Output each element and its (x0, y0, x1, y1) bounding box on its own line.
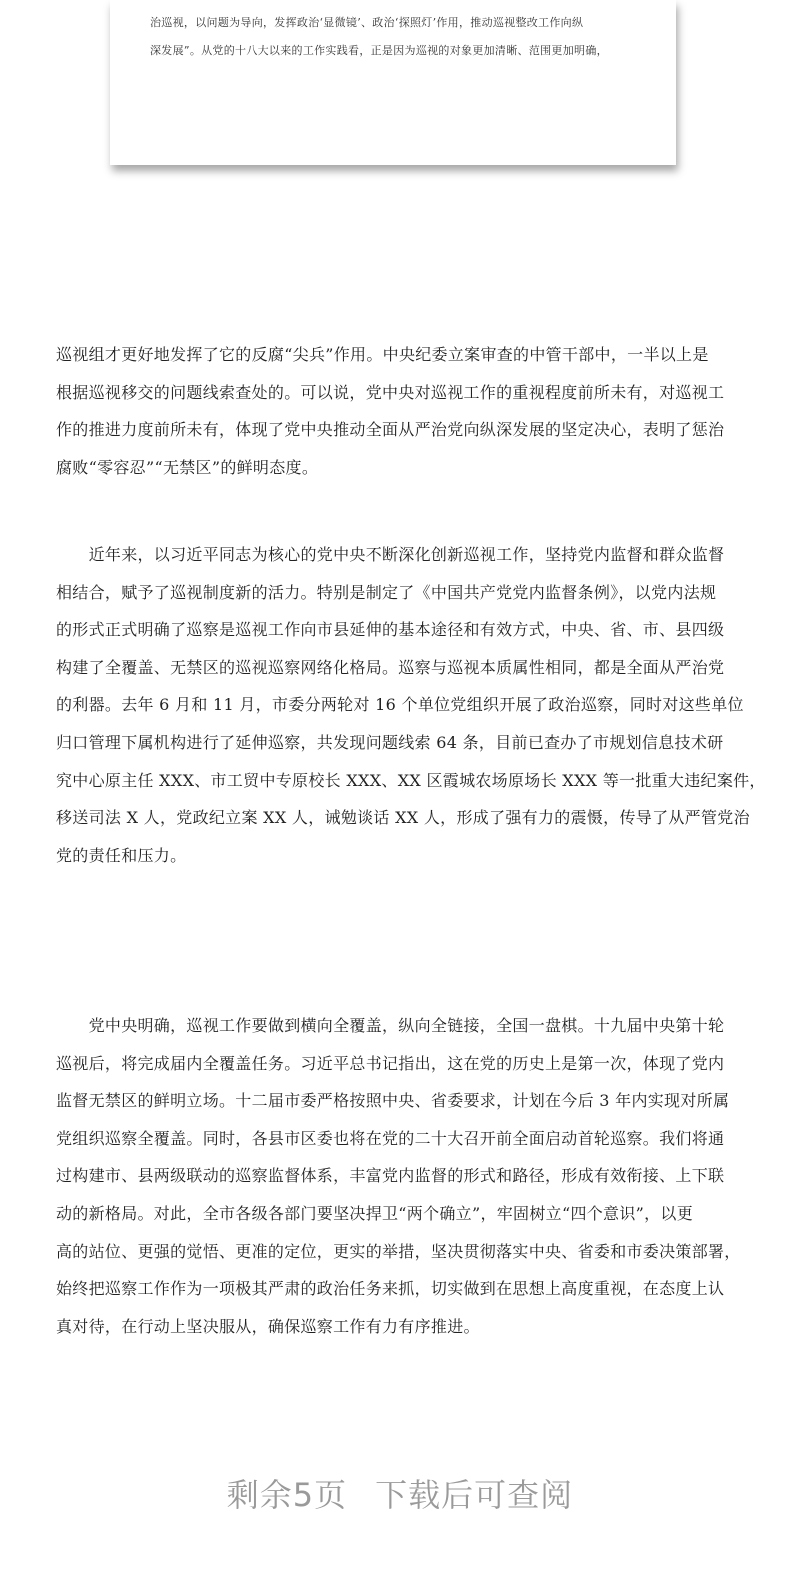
paragraph-line: 构建了全覆盖、无禁区的巡视巡察网络化格局。巡察与巡视本质属性相同，都是全面从严治党 (56, 657, 725, 677)
paragraph-line: 始终把巡察工作作为一项极其严肃的政治任务来抓，切实做到在思想上高度重视，在态度上认 (56, 1279, 725, 1299)
paragraph-line: 近年来，以习近平同志为核心的党中央不断深化创新巡视工作，坚持党内监督和群众监督 (56, 545, 725, 564)
paragraph-line: 监督无禁区的鲜明立场。十二届市委严格按照中央、省委要求，计划在今后 3 年内实现对所属 (56, 1091, 730, 1111)
paragraph-line: 过构建市、县两级联动的巡察监督体系，丰富党内监督的形式和路径，形成有效衔接、上下联 (56, 1166, 725, 1186)
download-hint: 下载后可查阅 (375, 1476, 574, 1514)
paragraph-line: 巡视组才更好地发挥了它的反腐“尖兵”作用。中央纪委立案审查的中管干部中，一半以上是 (56, 345, 709, 364)
paragraph-line: 究中心原主任 XXX、市工贸中专原校长 XXX、XX 区霞城农场原场长 XXX 等一批重大违纪案件， (56, 770, 766, 790)
paragraph-line: 真对待，在行动上坚决服从，确保巡察工作有力有序推进。 (56, 1316, 480, 1336)
paragraph-line: 根据巡视移交的问题线索查处的。可以说，党中央对巡视工作的重视程度前所未有，对巡视工 (56, 382, 725, 402)
preview-line: 治巡视，以问题为导向，发挥政治‘显微镜’、政治‘探照灯’作用，推动巡视整改工作向纵 (150, 16, 584, 29)
remaining-pages-notice[interactable] (0, 1470, 800, 1516)
paragraph-line: 腐败“零容忍”“无禁区”的鲜明态度。 (56, 457, 319, 477)
document-preview-card (110, 0, 676, 165)
paragraph-line: 党组织巡察全覆盖。同时，各县市区委也将在党的二十大召开前全面启动首轮巡察。我们将通 (56, 1128, 725, 1148)
paragraph-line: 的形式正式明确了巡察是巡视工作向市县延伸的基本途径和有效方式，中央、省、市、县四级 (56, 620, 725, 640)
paragraph-line: 动的新格局。对此，全市各级各部门要坚决捍卫“两个确立”，牢固树立“四个意识”，以更 (56, 1204, 694, 1223)
paragraph-line: 移送司法 X 人，党政纪立案 XX 人，诫勉谈话 XX 人，形成了强有力的震慑，传导了从严管党治 (56, 808, 750, 828)
paragraph-line: 巡视后，将完成届内全覆盖任务。习近平总书记指出，这在党的历史上是第一次，体现了党内 (56, 1053, 725, 1073)
paragraph-line: 归口管理下属机构进行了延伸巡察，共发现问题线索 64 条，目前已查办了市规划信息技术研 (56, 733, 724, 752)
paragraph-line: 高的站位、更强的觉悟、更准的定位，更实的举措，坚决贯彻落实中央、省委和市委决策部署， (56, 1241, 741, 1261)
paragraph-line: 的利器。去年 6 月和 11 月，市委分两轮对 16 个单位党组织开展了政治巡察，同时对这些单位 (56, 695, 744, 715)
preview-line: 深发展”。从党的十八大以来的工作实践看，正是因为巡视的对象更加清晰、范围更加明确， (150, 44, 608, 57)
paragraph-line: 党的责任和压力。 (56, 845, 187, 865)
paragraph-line: 作的推进力度前所未有，体现了党中央推动全面从严治党向纵深发展的坚定决心，表明了惩治 (56, 420, 725, 440)
paragraph-line: 相结合，赋予了巡视制度新的活力。特别是制定了《中国共产党党内监督条例》，以党内法规 (56, 582, 717, 602)
paragraph-line: 党中央明确，巡视工作要做到横向全覆盖，纵向全链接，全国一盘棋。十九届中央第十轮 (56, 1016, 725, 1035)
remaining-pages-label: 剩余5页 (226, 1476, 348, 1514)
